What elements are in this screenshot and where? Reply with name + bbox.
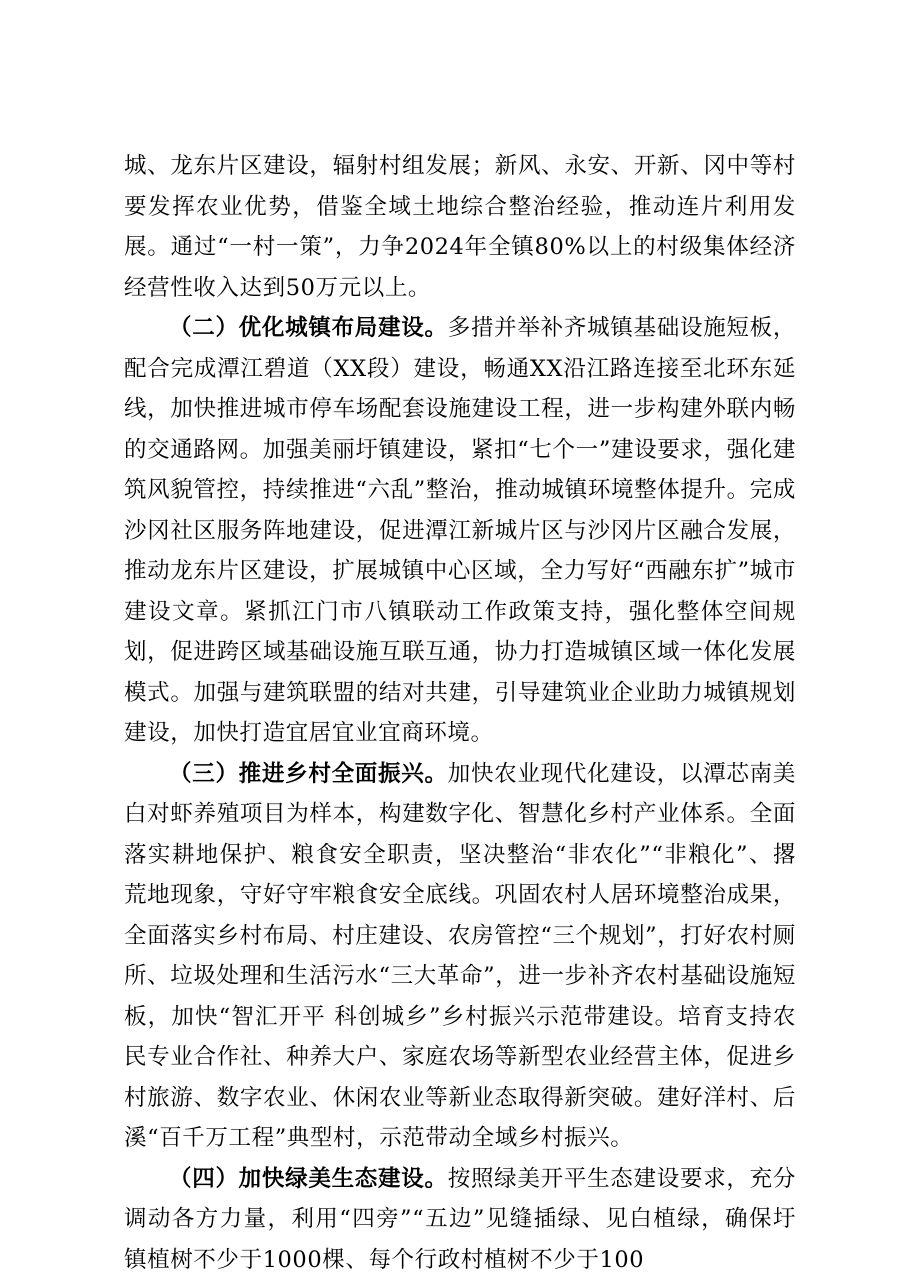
paragraph-2-heading: （二）优化城镇布局建设。 bbox=[169, 315, 448, 341]
paragraph-2-text: 多措并举补齐城镇基础设施短板，配合完成潭江碧道（XX段）建设，畅通XX沿江路连接至北环东延线，加快推进城市停车场配套设施建设工程，进一步构建外联内畅的交通路网。加强美丽圩镇建设，紧扣“七个一”建设要求，强化建筑风貌管控，持续推进“六乱”整治，推动城镇环境整体提升。完成沙冈社区服务阵地建设，促进潭江新城片区与沙冈片区融合发展，推动龙东片区建设，扩展城镇中心区域，全力写好“西融东扩”城市建设文章。紧抓江门市八镇联动工作政策支持，强化整体空间规划，促进跨区域基础设施互联互通，协力打造城镇区域一体化发展模式。加强与建筑联盟的结对共建，引导建筑业企业助力城镇规划建设，加快打造宜居宜业宜商环境。 bbox=[124, 315, 796, 746]
paragraph-1-text: 城、龙东片区建设，辐射村组发展；新风、永安、开新、冈中等村要发挥农业优势，借鉴全域土地综合整治经验，推动连片利用发展。通过“一村一策”，力争2024年全镇80%以上的村级集体经济经营性收入达到50万元以上。 bbox=[124, 153, 796, 301]
paragraph-3-heading: （三）推进乡村全面振兴。 bbox=[169, 760, 448, 787]
paragraph-4 bbox=[124, 1159, 796, 1281]
paragraph-2 bbox=[124, 308, 796, 754]
paragraph-4-heading: （四）加快绿美生态建设。 bbox=[169, 1165, 448, 1192]
paragraph-1 bbox=[124, 146, 796, 308]
document-body bbox=[124, 146, 796, 1280]
paragraph-3 bbox=[124, 754, 796, 1159]
paragraph-3-text: 加快农业现代化建设，以潭芯南美白对虾养殖项目为样本，构建数字化、智慧化乡村产业体系。全面落实耕地保护、粮食安全职责，坚决整治“非农化”“非粮化”、撂荒地现象，守好守牢粮食安全底线。巩固农村人居环境整治成果，全面落实乡村布局、村庄建设、农房管控“三个规划”，打好农村厕所、垃圾处理和生活污水“三大革命”，进一步补齐农村基础设施短板，加快“智汇开平 科创城乡”乡村振兴示范带建设。培育支持农民专业合作社、种养大户、家庭农场等新型农业经营主体，促进乡村旅游、数字农业、休闲农业等新业态取得新突破。建好洋村、后溪“百千万工程”典型村，示范带动全域乡村振兴。 bbox=[124, 760, 796, 1151]
paragraph-4-text: 按照绿美开平生态建设要求，充分调动各方力量，利用“四旁”“五边”见缝插绿、见白植绿，确保圩镇植树不少于1000棵、每个行政村植树不少于100 bbox=[124, 1165, 796, 1273]
